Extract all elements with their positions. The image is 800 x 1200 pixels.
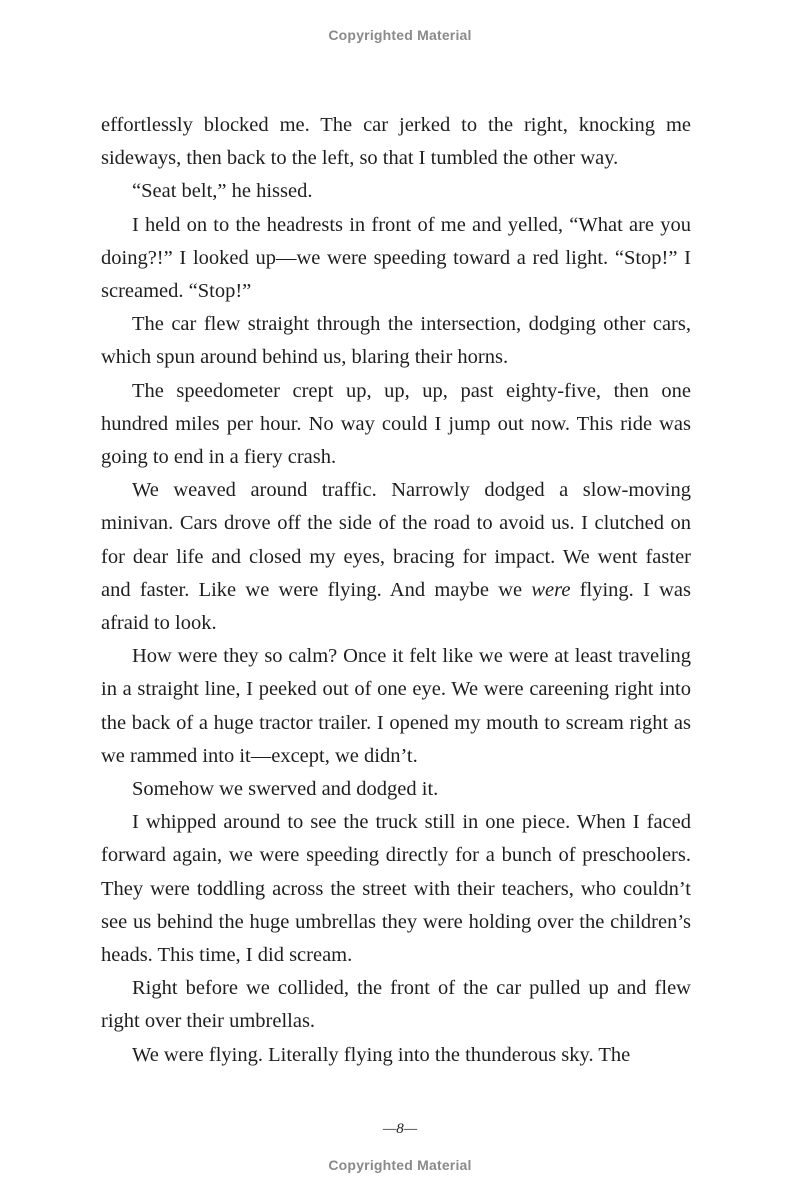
paragraph: “Seat belt,” he hissed. <box>132 180 313 203</box>
paragraph-text: flying. I was afraid to look. <box>101 578 691 635</box>
paragraph: effortlessly blocked me. The car jerked to the right, knocking me sideways, then back to the left, so that I tumbled the other way. <box>101 114 691 170</box>
copyright-header: Copyrighted Material <box>328 27 472 43</box>
paragraph: The speedometer crept up, up, up, past eighty-five, then one hundred miles per hour. No way could I jump out now. This ride was going to end in a fiery crash. <box>101 379 691 469</box>
paragraph: Somehow we swerved and dodged it. <box>132 778 439 801</box>
paragraph <box>101 474 691 640</box>
paragraph: We were flying. Literally flying into the thunderous sky. The <box>132 1043 631 1066</box>
copyright-footer: Copyrighted Material <box>328 1157 472 1173</box>
emphasis-text: were <box>531 578 571 601</box>
paragraph-text: We weaved around traffic. Narrowly dodged a slow-moving minivan. Cars drove off the side of the road to avoid us. I clutched on for dear life and closed my eyes, bracing for impact. We went faster and faster. Like we were flying. And maybe we <box>101 479 691 601</box>
page-number: —8— <box>382 1121 418 1137</box>
paragraph: How were they so calm? Once it felt like we were at least traveling in a straight line, I peeked out of one eye. We were careening right into the back of a huge tractor trailer. I opened my mouth to scream right as we rammed into it—except, we didn’t. <box>101 645 691 767</box>
paragraph: The car flew straight through the intersection, dodging other cars, which spun around behind us, blaring their horns. <box>101 313 691 369</box>
body-text <box>101 109 691 1072</box>
paragraph: Right before we collided, the front of the car pulled up and flew right over their umbrellas. <box>101 977 691 1033</box>
paragraph: I held on to the headrests in front of me and yelled, “What are you doing?!” I looked up—we were speeding toward a red light. “Stop!” I screamed. “Stop!” <box>101 213 691 303</box>
paragraph: I whipped around to see the truck still in one piece. When I faced forward again, we were speeding directly for a bunch of preschoolers. They were toddling across the street with their teachers, who couldn’t see us behind the huge umbrellas they were holding over the children’s heads. This time, I did scream. <box>101 811 691 967</box>
